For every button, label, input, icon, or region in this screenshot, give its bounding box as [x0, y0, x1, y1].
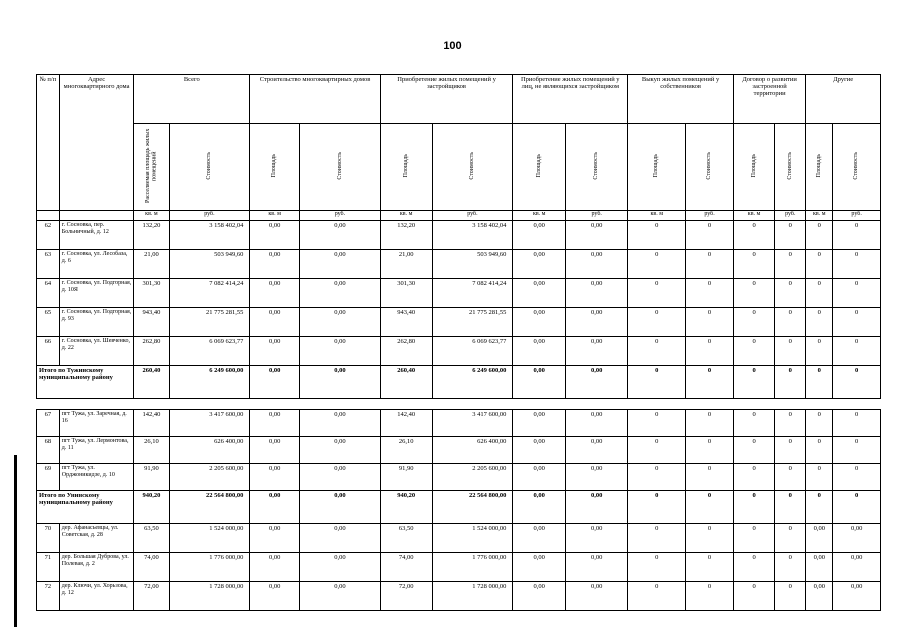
row-value: 0	[733, 337, 774, 366]
header-group-development-agreement: Договор о развитии застроенной территории	[733, 75, 805, 124]
row-value: 0,00	[513, 464, 566, 491]
unit-empty	[59, 211, 134, 221]
row-value: 0	[686, 553, 734, 582]
table-row	[37, 337, 881, 366]
total-value: 0,00	[513, 366, 566, 399]
row-value: 0	[733, 279, 774, 308]
row-value: 21 775 281,55	[169, 308, 250, 337]
row-value: 0,00	[300, 279, 381, 308]
row-number: 67	[37, 410, 60, 437]
header-group-total: Всего	[134, 75, 250, 124]
row-value: 0,00	[833, 524, 881, 553]
row-value: 0,00	[513, 279, 566, 308]
spacer-cell	[37, 399, 881, 410]
row-value: 0,00	[566, 524, 628, 553]
unit-cost: руб.	[833, 211, 881, 221]
header-row-units	[37, 211, 881, 221]
row-value: 1 776 000,00	[169, 553, 250, 582]
header-group-buyout: Выкуп жилых помещений у собственников	[628, 75, 734, 124]
total-value: 0	[775, 491, 806, 524]
row-value: 0,00	[300, 582, 381, 611]
row-value: 0,00	[566, 582, 628, 611]
row-value: 0	[806, 464, 833, 491]
row-value: 0,00	[250, 582, 300, 611]
row-value: 0,00	[513, 582, 566, 611]
row-value: 0	[775, 437, 806, 464]
table-body	[37, 221, 881, 611]
row-value: 943,40	[134, 308, 169, 337]
row-address: г. Сосновка, ул. Лесобаза, д. 6	[59, 250, 134, 279]
row-value: 0	[686, 250, 734, 279]
subheader-area: Площадь	[250, 124, 300, 211]
row-value: 0	[628, 279, 686, 308]
row-value: 0	[628, 553, 686, 582]
row-value: 0	[686, 437, 734, 464]
row-number: 62	[37, 221, 60, 250]
row-value: 0	[686, 279, 734, 308]
row-value: 0	[775, 337, 806, 366]
row-value: 0	[686, 464, 734, 491]
row-address: г. Сосновка, ул. Подгорная, д. 93	[59, 308, 134, 337]
row-value: 7 082 414,24	[432, 279, 513, 308]
row-value: 0,00	[300, 250, 381, 279]
unit-cost: руб.	[432, 211, 513, 221]
total-value: 0	[833, 366, 881, 399]
row-value: 0,00	[300, 410, 381, 437]
row-value: 72,00	[380, 582, 432, 611]
row-value: 0	[833, 221, 881, 250]
subheader-area: Площадь	[380, 124, 432, 211]
row-number: 70	[37, 524, 60, 553]
row-value: 0,00	[566, 221, 628, 250]
total-value: 6 249 600,00	[432, 366, 513, 399]
row-value: 0	[686, 337, 734, 366]
total-value: 0,00	[513, 491, 566, 524]
row-value: 0	[775, 308, 806, 337]
row-value: 0,00	[833, 582, 881, 611]
unit-area: кв. м	[250, 211, 300, 221]
total-row	[37, 491, 881, 524]
row-value: 0,00	[513, 337, 566, 366]
row-value: 72,00	[134, 582, 169, 611]
row-value: 142,40	[380, 410, 432, 437]
total-value: 0,00	[250, 491, 300, 524]
row-value: 0,00	[566, 553, 628, 582]
table-row	[37, 524, 881, 553]
row-value: 91,90	[134, 464, 169, 491]
total-value: 0,00	[300, 366, 381, 399]
total-row	[37, 366, 881, 399]
row-value: 0	[733, 250, 774, 279]
row-value: 0	[775, 221, 806, 250]
unit-cost: руб.	[775, 211, 806, 221]
row-value: 503 949,60	[169, 250, 250, 279]
total-value: 0	[733, 491, 774, 524]
row-value: 0,00	[250, 464, 300, 491]
row-value: 0	[733, 221, 774, 250]
total-value: 6 249 600,00	[169, 366, 250, 399]
row-value: 0,00	[250, 524, 300, 553]
table-row	[37, 582, 881, 611]
row-address: г. Сосновка, ул. Подгорная, д. 10Я	[59, 279, 134, 308]
row-number: 65	[37, 308, 60, 337]
total-value: 0	[686, 491, 734, 524]
row-value: 0	[775, 524, 806, 553]
row-value: 0,00	[513, 524, 566, 553]
total-value: 0,00	[566, 491, 628, 524]
page-number: 100	[443, 40, 462, 52]
header-group-other: Другие	[806, 75, 881, 124]
row-value: 0	[775, 582, 806, 611]
subheader-cost: Стоимость	[300, 124, 381, 211]
row-value: 262,80	[380, 337, 432, 366]
row-value: 0	[628, 250, 686, 279]
row-value: 0	[733, 553, 774, 582]
row-value: 74,00	[380, 553, 432, 582]
row-value: 0	[628, 410, 686, 437]
total-value: 260,40	[380, 366, 432, 399]
row-value: 0	[628, 221, 686, 250]
row-value: 0,00	[250, 437, 300, 464]
total-value: 0	[686, 366, 734, 399]
row-value: 301,30	[134, 279, 169, 308]
total-value: 0	[806, 491, 833, 524]
table-row	[37, 464, 881, 491]
row-address: дер. Большая Дуброва, ул. Полевая, д. 2	[59, 553, 134, 582]
unit-area: кв. м	[513, 211, 566, 221]
row-value: 3 158 402,04	[169, 221, 250, 250]
row-value: 0,00	[250, 553, 300, 582]
subheader-area: Площадь	[628, 124, 686, 211]
row-value: 0,00	[300, 337, 381, 366]
row-value: 0	[686, 524, 734, 553]
row-value: 0,00	[513, 221, 566, 250]
row-value: 0	[775, 279, 806, 308]
row-value: 1 524 000,00	[169, 524, 250, 553]
row-value: 0	[733, 437, 774, 464]
row-value: 0	[733, 410, 774, 437]
row-value: 0	[775, 553, 806, 582]
row-value: 0	[733, 524, 774, 553]
row-value: 0	[775, 410, 806, 437]
header-row-groups	[37, 75, 881, 124]
unit-cost: руб.	[686, 211, 734, 221]
row-value: 0	[733, 464, 774, 491]
total-value: 22 564 800,00	[432, 491, 513, 524]
row-value: 26,10	[134, 437, 169, 464]
header-group-other-purchase: Приобретение жилых помещений у лиц, не являющихся застройщиком	[513, 75, 628, 124]
row-value: 26,10	[380, 437, 432, 464]
total-value: 0,00	[250, 366, 300, 399]
row-value: 0	[806, 279, 833, 308]
row-value: 0	[775, 464, 806, 491]
row-value: 0,00	[513, 410, 566, 437]
row-value: 132,20	[380, 221, 432, 250]
total-value: 0	[628, 366, 686, 399]
row-number: 63	[37, 250, 60, 279]
row-value: 626 400,00	[432, 437, 513, 464]
row-value: 1 776 000,00	[432, 553, 513, 582]
row-value: 0	[733, 308, 774, 337]
subheader-cost: Стоимость	[566, 124, 628, 211]
row-value: 21,00	[380, 250, 432, 279]
total-value: 0,00	[566, 366, 628, 399]
subheader-cost: Стоимость	[775, 124, 806, 211]
total-value: 0,00	[300, 491, 381, 524]
table-row	[37, 279, 881, 308]
subheader-cost: Стоимость	[169, 124, 250, 211]
total-value: 22 564 800,00	[169, 491, 250, 524]
row-value: 0	[833, 308, 881, 337]
row-value: 0,00	[250, 337, 300, 366]
row-value: 0,00	[566, 437, 628, 464]
row-value: 0,00	[513, 553, 566, 582]
row-value: 132,20	[134, 221, 169, 250]
table-row	[37, 410, 881, 437]
row-value: 0	[686, 221, 734, 250]
header-group-developer-purchase: Приобретение жилых помещений у застройщиков	[380, 75, 513, 124]
row-value: 0,00	[300, 464, 381, 491]
spacer-row	[37, 399, 881, 410]
row-number: 71	[37, 553, 60, 582]
table-row	[37, 221, 881, 250]
row-value: 3 158 402,04	[432, 221, 513, 250]
row-value: 0	[686, 582, 734, 611]
row-value: 3 417 600,00	[432, 410, 513, 437]
table-row	[37, 250, 881, 279]
row-value: 0,00	[250, 410, 300, 437]
row-value: 3 417 600,00	[169, 410, 250, 437]
header-number: № п/п	[37, 75, 60, 211]
unit-area: кв. м	[733, 211, 774, 221]
row-value: 0,00	[566, 337, 628, 366]
table-row	[37, 553, 881, 582]
row-value: 0	[628, 464, 686, 491]
row-value: 0,00	[250, 279, 300, 308]
row-value: 301,30	[380, 279, 432, 308]
row-value: 0	[806, 437, 833, 464]
row-value: 0,00	[250, 221, 300, 250]
unit-empty	[37, 211, 60, 221]
row-number: 68	[37, 437, 60, 464]
row-value: 0	[628, 582, 686, 611]
row-value: 0,00	[806, 582, 833, 611]
unit-area: кв. м	[380, 211, 432, 221]
row-value: 0	[628, 308, 686, 337]
row-value: 0	[833, 437, 881, 464]
subheader-area: Площадь	[513, 124, 566, 211]
total-value: 0	[628, 491, 686, 524]
row-value: 6 069 623,77	[432, 337, 513, 366]
row-value: 0	[806, 250, 833, 279]
resettlement-table	[36, 74, 881, 611]
row-value: 0,00	[250, 308, 300, 337]
row-value: 21 775 281,55	[432, 308, 513, 337]
row-value: 21,00	[134, 250, 169, 279]
total-value: 0	[733, 366, 774, 399]
unit-cost: руб.	[566, 211, 628, 221]
row-value: 0	[628, 337, 686, 366]
subheader-cost: Стоимость	[686, 124, 734, 211]
row-address: пгт Тужа, ул. Орджоникидзе, д. 10	[59, 464, 134, 491]
row-value: 0	[686, 308, 734, 337]
row-value: 7 082 414,24	[169, 279, 250, 308]
row-value: 0,00	[250, 250, 300, 279]
total-label: Итого по Унинскому муниципальному району	[37, 491, 134, 524]
row-value: 0	[733, 582, 774, 611]
subheader-area: Площадь	[806, 124, 833, 211]
row-value: 0	[775, 250, 806, 279]
row-value: 0,00	[566, 250, 628, 279]
total-value: 940,20	[134, 491, 169, 524]
row-value: 0,00	[513, 308, 566, 337]
row-value: 0,00	[300, 524, 381, 553]
row-value: 0	[833, 410, 881, 437]
row-value: 1 728 000,00	[169, 582, 250, 611]
row-value: 74,00	[134, 553, 169, 582]
row-value: 0,00	[513, 437, 566, 464]
unit-area: кв. м	[806, 211, 833, 221]
header-group-construction: Строительство многоквартирных домов	[250, 75, 380, 124]
row-value: 0,00	[300, 553, 381, 582]
row-value: 0	[806, 308, 833, 337]
header-address: Адрес многоквартирного дома	[59, 75, 134, 211]
row-address: дер. Афанасьевцы, ул. Советская, д. 28	[59, 524, 134, 553]
row-value: 6 069 623,77	[169, 337, 250, 366]
table-row	[37, 308, 881, 337]
row-value: 0,00	[566, 410, 628, 437]
row-value: 0,00	[300, 437, 381, 464]
subheader-area: Площадь	[733, 124, 774, 211]
total-label: Итого по Тужинскому муниципальному району	[37, 366, 134, 399]
row-value: 0,00	[806, 553, 833, 582]
row-value: 2 205 600,00	[169, 464, 250, 491]
row-value: 0,00	[513, 250, 566, 279]
row-address: пгт Тужа, ул. Лермонтова, д. 11	[59, 437, 134, 464]
row-value: 0,00	[300, 308, 381, 337]
table-row	[37, 437, 881, 464]
total-value: 260,40	[134, 366, 169, 399]
row-value: 626 400,00	[169, 437, 250, 464]
unit-area: кв. м	[628, 211, 686, 221]
row-value: 943,40	[380, 308, 432, 337]
unit-area: кв. м	[134, 211, 169, 221]
row-value: 1 728 000,00	[432, 582, 513, 611]
subheader-cost: Стоимость	[432, 124, 513, 211]
total-value: 940,20	[380, 491, 432, 524]
row-value: 0	[686, 410, 734, 437]
row-value: 0	[806, 337, 833, 366]
total-value: 0	[775, 366, 806, 399]
row-value: 0	[833, 250, 881, 279]
row-value: 262,80	[134, 337, 169, 366]
unit-cost: руб.	[300, 211, 381, 221]
row-value: 0,00	[566, 308, 628, 337]
row-value: 0	[806, 410, 833, 437]
row-value: 91,90	[380, 464, 432, 491]
row-value: 1 524 000,00	[432, 524, 513, 553]
total-value: 0	[806, 366, 833, 399]
row-value: 0	[833, 464, 881, 491]
row-value: 0,00	[566, 279, 628, 308]
row-address: пгт Тужа, ул. Заречная, д. 16	[59, 410, 134, 437]
row-address: дер. Ключи, ул. Хорьзова, д. 12	[59, 582, 134, 611]
row-number: 64	[37, 279, 60, 308]
row-value: 0	[833, 279, 881, 308]
unit-cost: руб.	[169, 211, 250, 221]
row-value: 142,40	[134, 410, 169, 437]
row-address: г. Сосновка, ул. Шевченко, д. 22	[59, 337, 134, 366]
row-value: 0	[833, 337, 881, 366]
row-value: 0,00	[566, 464, 628, 491]
row-value: 2 205 600,00	[432, 464, 513, 491]
row-value: 0,00	[806, 524, 833, 553]
row-address: г. Сосновка, пер. Больничный, д. 12	[59, 221, 134, 250]
row-value: 0,00	[300, 221, 381, 250]
row-value: 63,50	[134, 524, 169, 553]
subheader-cost: Стоимость	[833, 124, 881, 211]
row-value: 0	[628, 524, 686, 553]
row-value: 0	[628, 437, 686, 464]
subheader-resettled-area: Расселяемая площадь жилых помещений	[134, 124, 169, 211]
row-value: 0,00	[833, 553, 881, 582]
row-number: 69	[37, 464, 60, 491]
row-value: 503 949,60	[432, 250, 513, 279]
row-number: 66	[37, 337, 60, 366]
row-number: 72	[37, 582, 60, 611]
header-row-subcolumns	[37, 124, 881, 211]
row-value: 63,50	[380, 524, 432, 553]
total-value: 0	[833, 491, 881, 524]
row-value: 0	[806, 221, 833, 250]
scan-margin-mark	[14, 455, 17, 627]
